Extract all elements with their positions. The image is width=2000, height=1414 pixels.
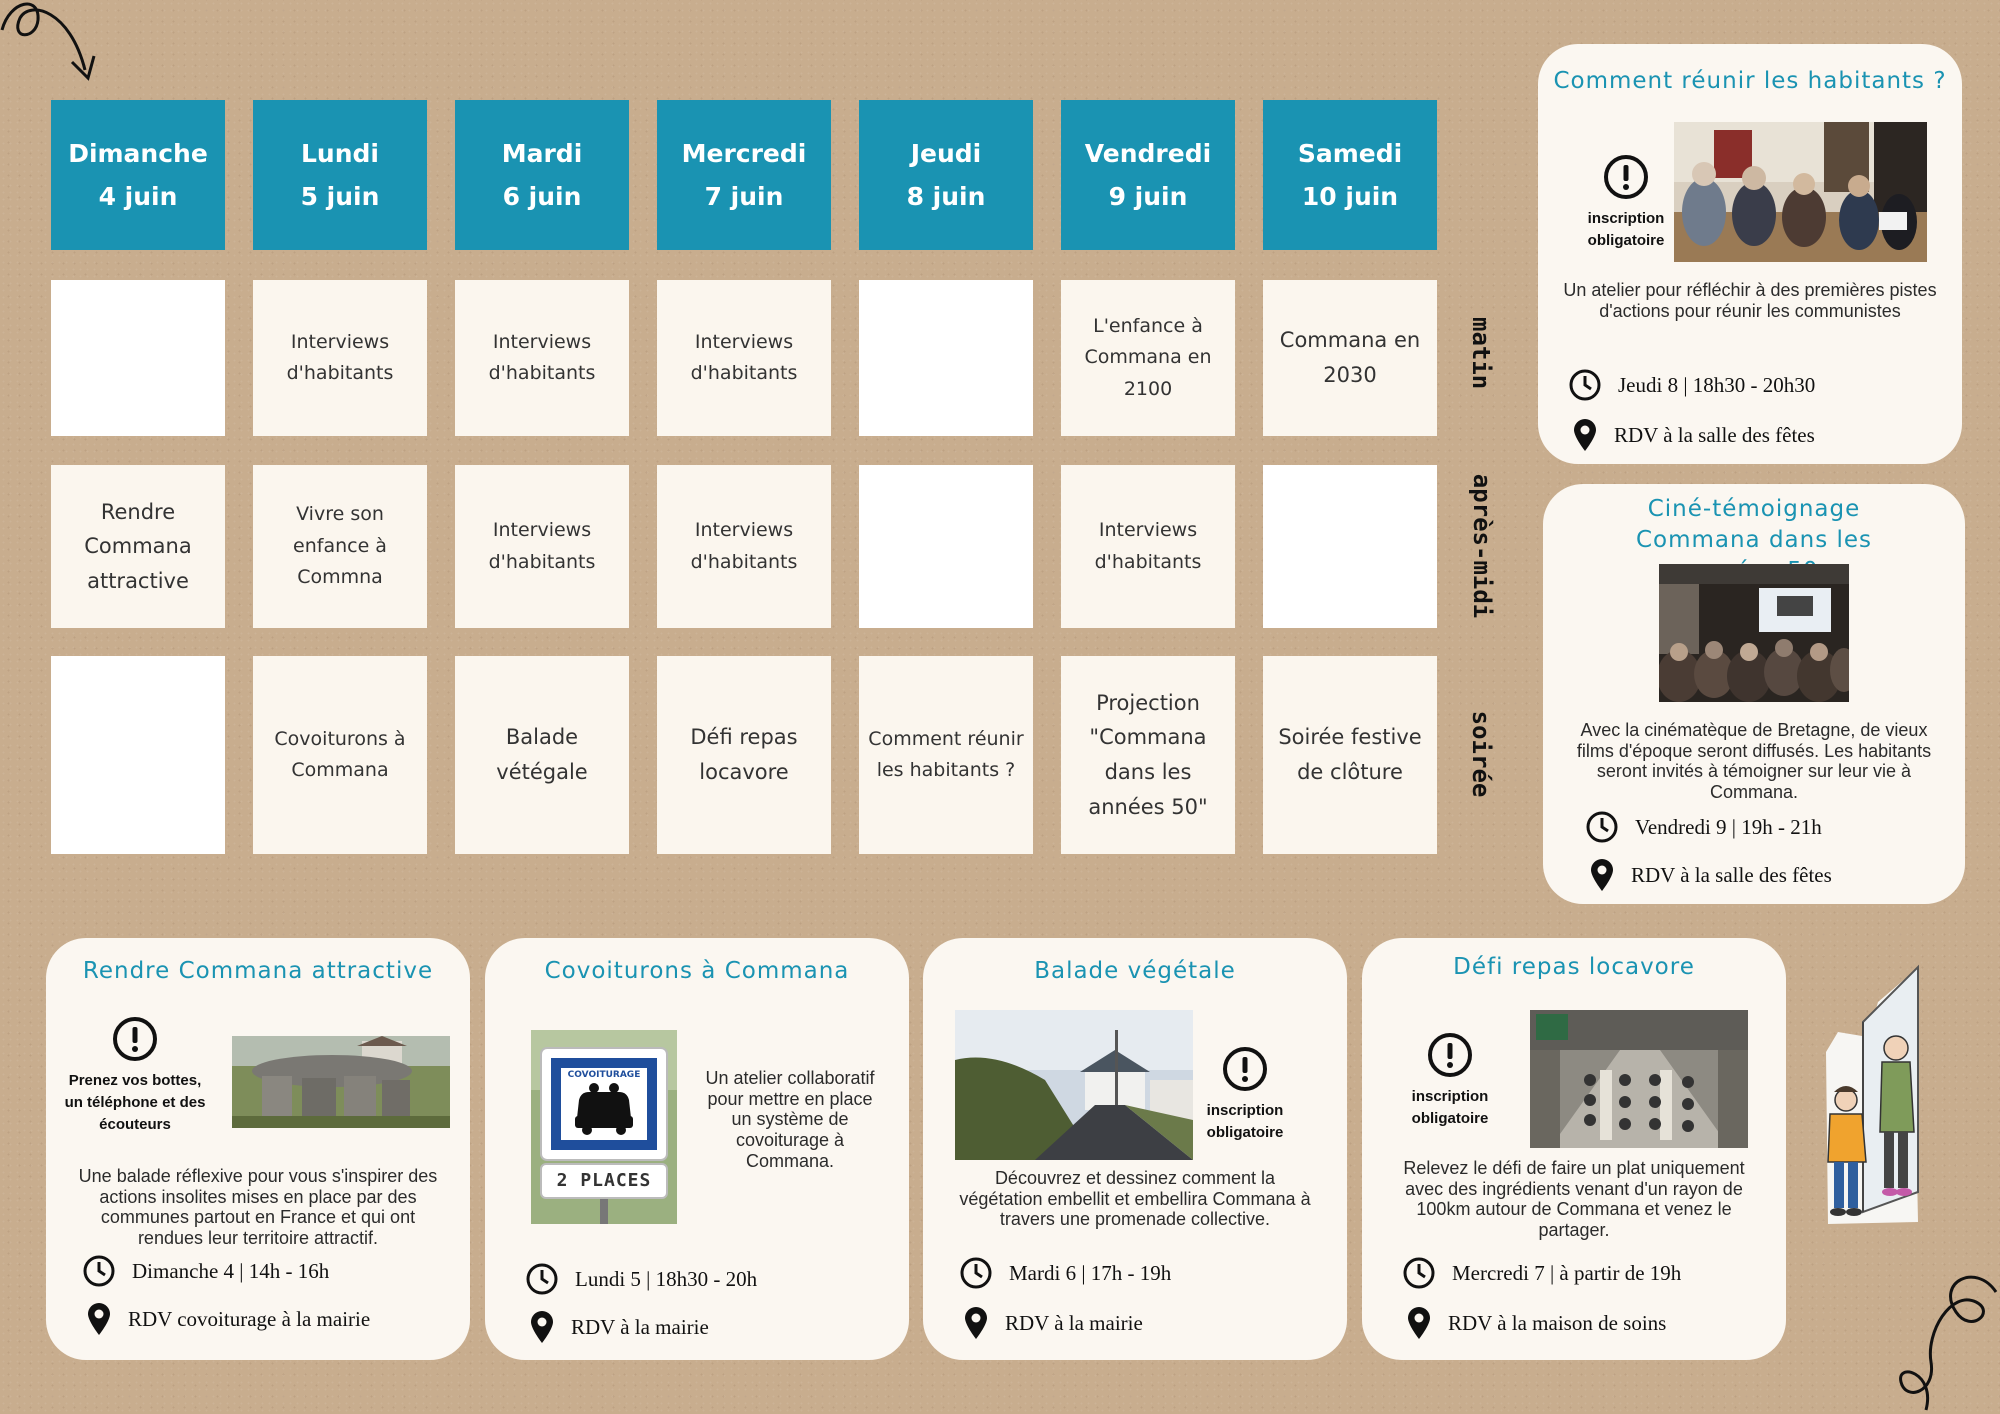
exclamation-icon <box>1603 154 1649 200</box>
schedule-cell-wed-afternoon: Interviews d'habitants <box>657 465 831 628</box>
card-time <box>1568 368 1815 402</box>
village-street-photo <box>955 1010 1193 1160</box>
warning-text: inscription obligatoire <box>1587 210 1665 249</box>
place-text: RDV covoiturage à la mairie <box>128 1306 371 1331</box>
day-date: 6 juin <box>502 182 582 211</box>
day-header-sunday <box>51 100 225 250</box>
clock-icon <box>1568 368 1602 402</box>
day-header-saturday <box>1263 100 1437 250</box>
place-text: RDV à la salle des fêtes <box>1614 422 1815 447</box>
exclamation-icon <box>1427 1032 1473 1078</box>
schedule-cell-sat-afternoon <box>1263 465 1437 628</box>
schedule-cell-mon-morning: Interviews d'habitants <box>253 280 427 436</box>
place-text: RDV à la salle des fêtes <box>1631 862 1832 887</box>
card-description: Relevez le défi de faire un plat uniquement avec des ingrédients venant d'un rayon de 100km autour de Commana et venez le partager. <box>1403 1158 1745 1241</box>
card-time <box>1402 1256 1681 1290</box>
time-text: Mardi 6 | 17h - 19h <box>1009 1260 1172 1285</box>
place-text: RDV à la mairie <box>571 1314 709 1339</box>
day-name: Dimanche <box>68 139 208 168</box>
day-header-monday <box>253 100 427 250</box>
day-date: 7 juin <box>704 182 784 211</box>
swirl-decoration-icon <box>1896 1262 2000 1412</box>
schedule-cell-wed-evening: Défi repas locavore <box>657 656 831 854</box>
card-description: Une balade réflexive pour vous s'inspirer des actions insolites mises en place par des communes partout en France et qui ont rendues leur territoire attractif. <box>78 1166 438 1249</box>
exclamation-icon <box>1222 1046 1268 1092</box>
day-header-wednesday <box>657 100 831 250</box>
carpool-sign-photo <box>531 1030 677 1224</box>
dolmen-photo <box>232 1036 450 1128</box>
location-pin-icon <box>1572 418 1598 452</box>
time-text: Lundi 5 | 18h30 - 20h <box>575 1266 758 1291</box>
place-text: RDV à la mairie <box>1005 1310 1143 1335</box>
location-pin-icon <box>963 1306 989 1340</box>
sign-top-label: COVOITURAGE <box>567 1070 641 1080</box>
time-text: Vendredi 9 | 19h - 21h <box>1635 814 1822 839</box>
schedule-cell-sun-morning <box>51 280 225 436</box>
period-label-evening: soirée <box>1467 710 1495 798</box>
card-title: Ciné-témoignage Commana dans les <box>1635 496 1873 554</box>
workshop-photo <box>1674 122 1927 262</box>
location-pin-icon <box>529 1310 555 1344</box>
location-pin-icon <box>86 1302 112 1336</box>
day-header-tuesday <box>455 100 629 250</box>
registration-notice <box>1566 154 1686 252</box>
warning-text: inscription obligatoire <box>1206 1102 1284 1141</box>
period-label-afternoon: après-midi <box>1468 473 1496 619</box>
day-date: 9 juin <box>1108 182 1188 211</box>
event-card-attractive <box>46 938 470 1360</box>
day-name: Mercredi <box>681 139 807 168</box>
event-card-defi <box>1362 938 1786 1360</box>
card-description: Découvrez et dessinez comment la végétation embellit et embellira Commana à travers une promenade collective. <box>959 1168 1311 1230</box>
neighbors-illustration <box>1818 962 1928 1232</box>
card-place <box>1589 858 1832 892</box>
day-name: Lundi <box>301 139 379 168</box>
time-text: Mercredi 7 | à partir de 19h <box>1452 1260 1682 1285</box>
clock-icon <box>959 1256 993 1290</box>
place-text: RDV à la maison de soins <box>1448 1310 1667 1335</box>
card-description: Un atelier collaboratif pour mettre en place un système de covoiturage à Commana. <box>705 1068 875 1171</box>
time-text: Dimanche 4 | 14h - 16h <box>132 1258 330 1283</box>
schedule-cell-thu-morning <box>859 280 1033 436</box>
event-card-balade <box>923 938 1347 1360</box>
card-place <box>1406 1306 1666 1340</box>
schedule-cell-mon-afternoon: Vivre son enfance à Commna <box>253 465 427 628</box>
card-place <box>86 1302 370 1336</box>
clock-icon <box>82 1254 116 1288</box>
day-name: Vendredi <box>1084 139 1212 168</box>
old-postcard-photo <box>1530 1010 1748 1148</box>
sign-bottom-label: 2 PLACES <box>556 1170 652 1191</box>
day-name: Samedi <box>1297 139 1403 168</box>
day-name: Mardi <box>501 139 583 168</box>
day-date: 5 juin <box>300 182 380 211</box>
card-title: Rendre Commana attractive <box>82 958 434 984</box>
card-place <box>529 1310 709 1344</box>
location-pin-icon <box>1406 1306 1432 1340</box>
event-card-reunir <box>1538 44 1962 464</box>
card-title: Covoiturons à Commana <box>544 958 850 984</box>
schedule-cell-sat-morning: Commana en 2030 <box>1263 280 1437 436</box>
schedule-cell-fri-evening: Projection "Commana dans les années 50" <box>1061 656 1235 854</box>
card-title: Défi repas locavore <box>1453 954 1695 980</box>
day-date: 8 juin <box>906 182 986 211</box>
card-title: Balade végétale <box>1034 958 1236 984</box>
registration-notice <box>1185 1046 1305 1144</box>
registration-notice <box>1390 1032 1510 1130</box>
day-date: 4 juin <box>98 182 178 211</box>
day-header-thursday <box>859 100 1033 250</box>
clock-icon <box>1585 810 1619 844</box>
time-text: Jeudi 8 | 18h30 - 20h30 <box>1618 372 1816 397</box>
schedule-cell-sun-evening <box>51 656 225 854</box>
schedule-cell-sat-evening: Soirée festive de clôture <box>1263 656 1437 854</box>
day-header-friday <box>1061 100 1235 250</box>
schedule-cell-tue-afternoon: Interviews d'habitants <box>455 465 629 628</box>
warning-text: Prenez vos bottes, un téléphone et des écouteurs <box>64 1072 206 1133</box>
card-place <box>1572 418 1815 452</box>
schedule-cell-fri-afternoon: Interviews d'habitants <box>1061 465 1235 628</box>
event-card-covoit <box>485 938 909 1360</box>
equipment-notice <box>60 1016 210 1135</box>
card-time <box>525 1262 757 1296</box>
card-time <box>82 1254 329 1288</box>
schedule-cell-tue-evening: Balade vétégale <box>455 656 629 854</box>
card-title: Comment réunir les habitants ? <box>1553 68 1947 94</box>
card-time <box>959 1256 1171 1290</box>
schedule-cell-thu-afternoon <box>859 465 1033 628</box>
schedule-cell-wed-morning: Interviews d'habitants <box>657 280 831 436</box>
clock-icon <box>1402 1256 1436 1290</box>
schedule-cell-sun-afternoon: Rendre Commana attractive <box>51 465 225 628</box>
card-description: Avec la cinématèque de Bretagne, de vieux films d'époque seront diffusés. Les habitants seront invités à témoigner sur leur vie à Commana. <box>1576 720 1932 803</box>
schedule-cell-fri-morning: L'enfance à Commana en 2100 <box>1061 280 1235 436</box>
exclamation-icon <box>112 1016 158 1062</box>
cinema-photo <box>1659 564 1849 702</box>
clock-icon <box>525 1262 559 1296</box>
warning-text: inscription obligatoire <box>1411 1088 1489 1127</box>
schedule-cell-tue-morning: Interviews d'habitants <box>455 280 629 436</box>
day-name: Jeudi <box>910 139 982 168</box>
card-description: Un atelier pour réfléchir à des premières pistes d'actions pour réunir les communistes <box>1563 280 1937 321</box>
schedule-cell-thu-evening: Comment réunir les habitants ? <box>859 656 1033 854</box>
card-place <box>963 1306 1143 1340</box>
period-label-morning: matin <box>1467 317 1495 390</box>
location-pin-icon <box>1589 858 1615 892</box>
event-card-cine <box>1543 484 1965 904</box>
card-time <box>1585 810 1822 844</box>
schedule-cell-mon-evening: Covoiturons à Commana <box>253 656 427 854</box>
day-date: 10 juin <box>1301 182 1399 211</box>
curly-arrow-icon <box>0 0 110 90</box>
